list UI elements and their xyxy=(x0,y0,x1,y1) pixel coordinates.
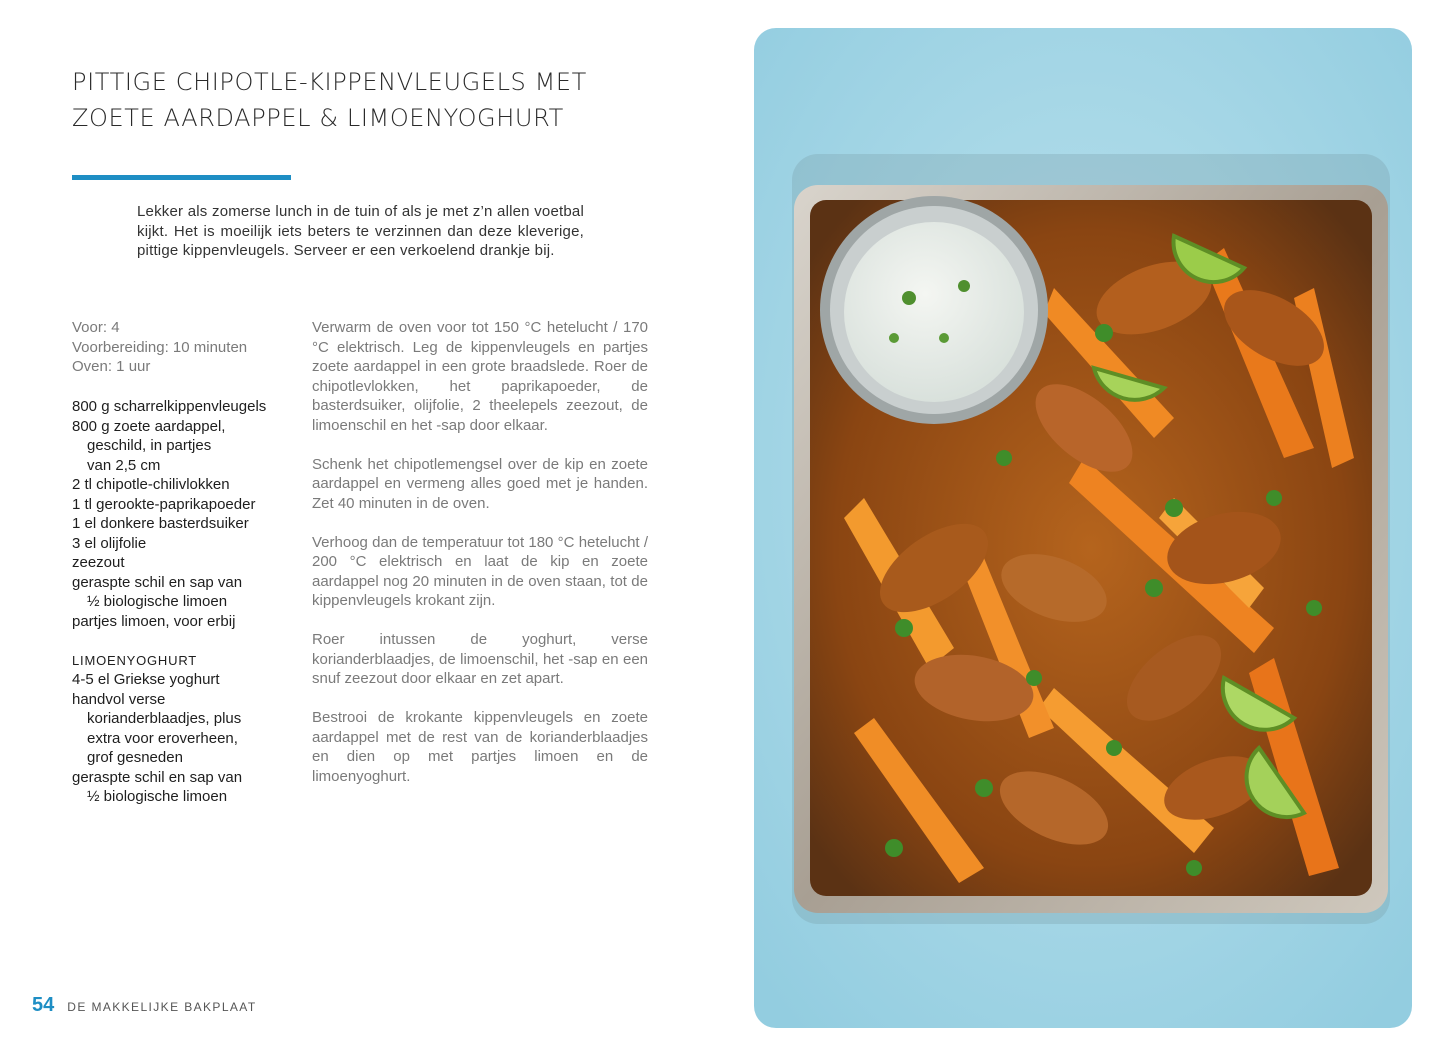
method-step: Schenk het chipotlemengsel over de kip en zoete aardappel en vermeng alles goed met je handen. Zet 40 minuten in de oven. xyxy=(312,455,648,512)
yoghurt-ingredient-item: grof gesneden xyxy=(87,749,183,766)
yoghurt-ingredient-item: korianderblaadjes, plus xyxy=(87,710,242,727)
page-footer xyxy=(32,994,257,1024)
servings: Voor: 4 xyxy=(72,319,120,336)
recipe-title-line-1: PITTIGE CHIPOTLE-KIPPENVLEUGELS MET xyxy=(72,68,587,96)
method-steps xyxy=(312,318,648,806)
recipe-title xyxy=(72,64,672,136)
ingredient-item: 1 el donkere basterdsuiker xyxy=(72,515,249,532)
yoghurt-ingredient-item: extra voor eroverheen, xyxy=(87,729,238,747)
yoghurt-ingredient-item: geraspte schil en sap van xyxy=(72,768,243,786)
method-step: Roer intussen de yoghurt, verse korianderblaadjes, de limoenschil, het -sap en een snuf zeezout door elkaar en zet apart. xyxy=(312,631,648,687)
title-accent-rule xyxy=(72,175,291,180)
yoghurt-ingredient-item: ½ biologische limoen xyxy=(87,788,228,805)
ingredient-item: zeezout xyxy=(72,554,125,571)
method-step: Verwarm de oven voor tot 150 °C hetelucht / 170 °C elektrisch. Leg de kippenvleugels en partjes zoete aardappel in een grote braadslede. Roer de chipotlevlokken, het paprikapoeder, de basterdsuiker, olijfolie, 2 theelepels zeezout, de limoenschil en het -sap door elkaar. xyxy=(312,319,648,434)
ingredient-list xyxy=(72,397,302,807)
ingredient-item: 3 el olijfolie xyxy=(72,534,147,552)
recipe-title-line-2: ZOETE AARDAPPEL & LIMOENYOGHURT xyxy=(72,104,564,132)
ingredient-item: geraspte schil en sap van xyxy=(72,573,243,591)
ingredient-item: ½ biologische limoen xyxy=(87,593,228,610)
ingredient-item: 800 g zoete aardappel, xyxy=(72,417,226,435)
yoghurt-ingredient-item: handvol verse xyxy=(72,690,166,708)
running-head: DE MAKKELIJKE BAKPLAAT xyxy=(67,1000,257,1014)
ingredient-item: 2 tl chipotle-chilivlokken xyxy=(72,476,230,493)
yoghurt-ingredient-item: 4-5 el Griekse yoghurt xyxy=(72,671,220,688)
prep-time: Voorbereiding: 10 minuten xyxy=(72,338,248,356)
ingredient-item: 800 g scharrelkippenvleugels xyxy=(72,398,267,415)
spacer xyxy=(72,631,302,651)
recipe-photo xyxy=(754,28,1412,1028)
ingredient-item: geschild, in partjes xyxy=(87,437,212,454)
recipe-meta xyxy=(72,318,302,377)
oven-time: Oven: 1 uur xyxy=(72,358,151,375)
method-step: Bestrooi de krokante kippenvleugels en zoete aardappel met de rest van de korianderblaadjes en dien op met partjes limoen en de limoenyoghurt. xyxy=(312,709,648,785)
roasting-tray-illustration xyxy=(754,28,1412,1028)
recipe-intro: Lekker als zomerse lunch in de tuin of als je met z’n allen voetbal kijkt. Het is moeilijk iets beters te verzinnen dan deze kleverige, pittige kippenvleugels. Serveer er een verkoelend drankje bij. xyxy=(137,203,584,259)
yoghurt-bowl xyxy=(820,196,1048,424)
ingredient-item: 1 tl gerookte-paprikapoeder xyxy=(72,495,256,513)
method-step: Verhoog dan de temperatuur tot 180 °C hetelucht / 200 °C elektrisch en laat de kip en zoete aardappel nog 20 minuten in de oven staan, tot de kippenvleugels krokant zijn. xyxy=(312,533,648,609)
ingredient-item: van 2,5 cm xyxy=(87,456,161,474)
page-number: 54 xyxy=(32,994,55,1016)
yoghurt-subheading: LIMOENYOGHURT xyxy=(72,652,198,668)
ingredient-item: partjes limoen, voor erbij xyxy=(72,612,236,630)
